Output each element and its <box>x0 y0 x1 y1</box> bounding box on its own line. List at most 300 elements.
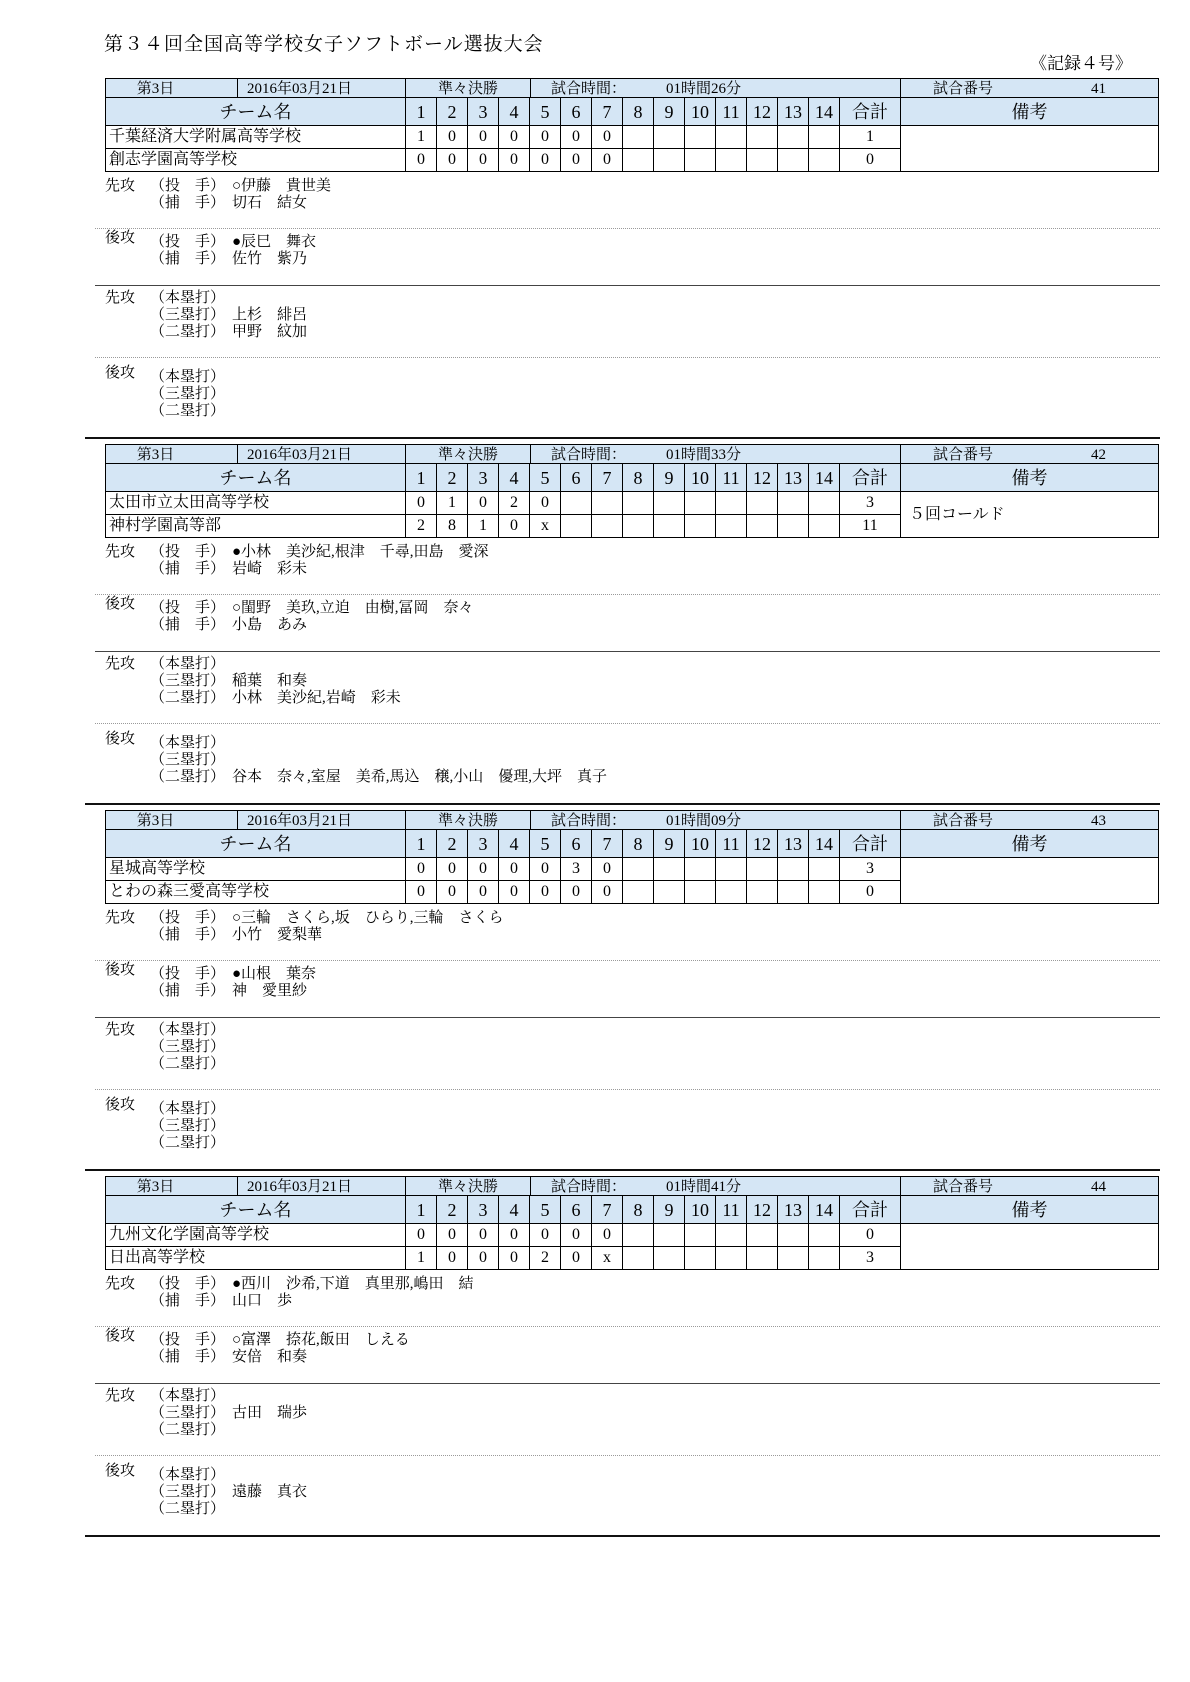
inning-header: 10 <box>685 98 716 126</box>
game-header-row <box>106 79 1159 99</box>
pitcher-label: （投 手） <box>150 234 226 250</box>
inning-score: 0 <box>561 1247 592 1270</box>
game-number-value: 44 <box>1091 1178 1106 1195</box>
away-pitcher-line <box>105 543 489 561</box>
inning-score: 0 <box>499 515 530 538</box>
inning-score: 2 <box>406 515 437 538</box>
total-score: 3 <box>840 858 901 881</box>
game-record <box>85 78 1160 444</box>
inning-header: 4 <box>499 1196 530 1224</box>
inning-header: 11 <box>716 830 747 858</box>
away-home-run-line <box>105 289 232 307</box>
scoreboard-header-row <box>106 464 1159 492</box>
game-end-divider <box>85 1169 1160 1171</box>
game-round: 準々決勝 <box>406 445 531 465</box>
inning-score <box>685 149 716 172</box>
pitcher-label: （投 手） <box>150 910 226 926</box>
home-run-label: （本塁打） <box>150 290 226 306</box>
inning-score <box>778 1247 809 1270</box>
home-run-label: （本塁打） <box>150 1022 226 1038</box>
inning-score <box>623 881 654 904</box>
home-triple-line <box>105 1483 307 1501</box>
inning-score: 0 <box>561 126 592 149</box>
inning-header: 2 <box>437 464 468 492</box>
game-number-cell <box>901 811 1159 831</box>
inning-header: 4 <box>499 830 530 858</box>
inning-score <box>716 492 747 515</box>
catcher-label: （捕 手） <box>150 195 226 211</box>
game-time-cell <box>531 1177 901 1197</box>
inning-header: 10 <box>685 830 716 858</box>
away-triple-line <box>105 1404 307 1422</box>
game-header-row <box>106 1177 1159 1197</box>
team-name: 星城高等学校 <box>106 858 406 881</box>
home-home-run-line <box>105 731 232 752</box>
away-home-run-line <box>105 1021 232 1039</box>
away-double-line <box>105 1421 232 1439</box>
pitcher-label: （投 手） <box>150 1332 226 1348</box>
inning-score: 0 <box>592 858 623 881</box>
inning-score: 0 <box>530 149 561 172</box>
game-time-value: 01時間33分 <box>666 446 742 463</box>
home-home-run-line <box>105 1463 232 1484</box>
inning-header: 13 <box>778 1196 809 1224</box>
away-catchers: 山口 歩 <box>232 1293 293 1309</box>
home-double-line <box>105 768 607 786</box>
away-label: 先攻 <box>105 178 136 194</box>
inning-score: 2 <box>530 1247 561 1270</box>
game-header-row <box>106 811 1159 831</box>
inning-score: 0 <box>468 1224 499 1247</box>
scoreboard <box>105 829 1159 904</box>
game-number-label: 試合番号 <box>933 80 994 97</box>
triple-label: （三塁打） <box>150 1405 226 1421</box>
away-label: 先攻 <box>105 1388 136 1404</box>
home-run-label: （本塁打） <box>150 1467 226 1483</box>
home-catchers: 神 愛里紗 <box>232 983 308 999</box>
double-label: （二塁打） <box>150 690 226 706</box>
inning-score: x <box>530 515 561 538</box>
inning-header: 10 <box>685 1196 716 1224</box>
home-double-line <box>105 402 232 420</box>
inning-score <box>685 881 716 904</box>
home-home-run-line <box>105 365 232 386</box>
dotted-divider <box>95 960 1160 961</box>
away-team-row <box>106 492 1159 515</box>
inning-score <box>809 126 840 149</box>
total-header: 合計 <box>840 1196 901 1224</box>
team-name: 太田市立太田高等学校 <box>106 492 406 515</box>
inning-score: 0 <box>530 126 561 149</box>
inning-score: 0 <box>437 149 468 172</box>
inning-score: 0 <box>437 126 468 149</box>
remarks-cell: ５回コールド <box>901 492 1159 538</box>
game-number-label: 試合番号 <box>933 1178 994 1195</box>
home-catcher-line <box>105 982 307 1000</box>
remarks-header: 備考 <box>901 98 1159 126</box>
game-time-value: 01時間26分 <box>666 80 742 97</box>
total-score: 0 <box>840 149 901 172</box>
away-pitcher-line <box>105 909 504 927</box>
game-day: 第3日 <box>106 811 238 831</box>
total-score: 3 <box>840 492 901 515</box>
home-catcher-line <box>105 250 307 268</box>
away-label: 先攻 <box>105 656 136 672</box>
away-catchers: 切石 結女 <box>232 195 308 211</box>
inning-score <box>561 515 592 538</box>
inning-score <box>685 515 716 538</box>
total-header: 合計 <box>840 464 901 492</box>
triple-label: （三塁打） <box>150 1039 226 1055</box>
team-name: 九州文化学園高等学校 <box>106 1224 406 1247</box>
home-label: 後攻 <box>105 596 136 612</box>
double-label: （二塁打） <box>150 403 226 419</box>
inning-score: 0 <box>499 881 530 904</box>
inning-header: 1 <box>406 830 437 858</box>
away-team-row <box>106 858 1159 881</box>
inning-score <box>778 858 809 881</box>
inning-score: 0 <box>437 881 468 904</box>
game-number-wrap <box>901 812 1158 830</box>
inning-score: 0 <box>499 858 530 881</box>
away-triples: 上杉 緋呂 <box>232 307 308 323</box>
inning-score <box>561 492 592 515</box>
game-header <box>105 78 1159 99</box>
home-label: 後攻 <box>105 1463 136 1479</box>
inning-header: 9 <box>654 98 685 126</box>
inning-header: 7 <box>592 1196 623 1224</box>
inning-header: 7 <box>592 464 623 492</box>
inning-score: 0 <box>499 149 530 172</box>
dotted-divider <box>95 723 1160 724</box>
inning-score <box>654 1247 685 1270</box>
inning-score: 1 <box>468 515 499 538</box>
inning-score <box>654 492 685 515</box>
home-label: 後攻 <box>105 1097 136 1113</box>
away-double-line <box>105 323 307 341</box>
home-run-label: （本塁打） <box>150 369 226 385</box>
game-time-label: 試合時間： <box>551 446 627 463</box>
inning-score <box>654 858 685 881</box>
inning-score <box>778 149 809 172</box>
inning-score <box>685 126 716 149</box>
catcher-label: （捕 手） <box>150 617 226 633</box>
triple-label: （三塁打） <box>150 386 226 402</box>
dotted-divider <box>95 1455 1160 1456</box>
inning-score: 0 <box>499 1224 530 1247</box>
inning-score: 0 <box>561 881 592 904</box>
section-divider <box>95 651 1160 652</box>
catcher-label: （捕 手） <box>150 1349 226 1365</box>
inning-score <box>623 149 654 172</box>
away-pitcher-line <box>105 1275 474 1293</box>
catcher-label: （捕 手） <box>150 251 226 267</box>
home-triple-line <box>105 1117 232 1135</box>
team-name-header: チーム名 <box>106 830 406 858</box>
inning-score <box>623 126 654 149</box>
inning-header: 13 <box>778 830 809 858</box>
inning-header: 2 <box>437 1196 468 1224</box>
inning-score: 0 <box>437 1247 468 1270</box>
inning-score <box>623 515 654 538</box>
game-time-value: 01時間09分 <box>666 812 742 829</box>
away-catcher-line <box>105 1292 292 1310</box>
away-pitcher-line <box>105 177 331 195</box>
game-time-label: 試合時間： <box>551 812 627 829</box>
inning-score: 0 <box>530 858 561 881</box>
inning-score <box>716 149 747 172</box>
game-date: 2016年03月21日 <box>238 811 406 831</box>
dotted-divider <box>95 594 1160 595</box>
away-catcher-line <box>105 194 307 212</box>
inning-header: 7 <box>592 830 623 858</box>
inning-header: 5 <box>530 98 561 126</box>
game-number-value: 41 <box>1091 80 1106 97</box>
inning-header: 3 <box>468 830 499 858</box>
team-name: 創志学園高等学校 <box>106 149 406 172</box>
away-double-line <box>105 1055 232 1073</box>
away-label: 先攻 <box>105 1276 136 1292</box>
total-header: 合計 <box>840 98 901 126</box>
inning-score <box>685 1247 716 1270</box>
game-header <box>105 810 1159 831</box>
inning-header: 14 <box>809 98 840 126</box>
total-score: 1 <box>840 126 901 149</box>
away-triple-line <box>105 672 307 690</box>
inning-header: 14 <box>809 464 840 492</box>
inning-header: 14 <box>809 830 840 858</box>
home-label: 後攻 <box>105 230 136 246</box>
inning-score: x <box>592 1247 623 1270</box>
scoreboard <box>105 97 1159 172</box>
game-number-cell <box>901 1177 1159 1197</box>
home-pitchers: ○閨野 美玖,立迫 由樹,冨岡 奈々 <box>232 600 474 616</box>
inning-score <box>716 126 747 149</box>
inning-score <box>623 858 654 881</box>
inning-score <box>685 492 716 515</box>
inning-score: 0 <box>468 149 499 172</box>
team-name: 神村学園高等部 <box>106 515 406 538</box>
pitcher-label: （投 手） <box>150 544 226 560</box>
inning-header: 1 <box>406 464 437 492</box>
catcher-label: （捕 手） <box>150 983 226 999</box>
inning-score <box>809 881 840 904</box>
team-name-header: チーム名 <box>106 98 406 126</box>
game-end-divider <box>85 1535 1160 1537</box>
total-score: 3 <box>840 1247 901 1270</box>
inning-score: 0 <box>406 492 437 515</box>
inning-score <box>685 1224 716 1247</box>
game-date: 2016年03月21日 <box>238 79 406 99</box>
home-label: 後攻 <box>105 1328 136 1344</box>
inning-header: 11 <box>716 98 747 126</box>
inning-score <box>809 1224 840 1247</box>
game-time-label: 試合時間： <box>551 80 627 97</box>
inning-score <box>716 1224 747 1247</box>
game-number-value: 42 <box>1091 446 1106 463</box>
away-triples: 古田 瑞歩 <box>232 1405 308 1421</box>
home-label: 後攻 <box>105 962 136 978</box>
pitcher-label: （投 手） <box>150 178 226 194</box>
inning-header: 4 <box>499 98 530 126</box>
game-record <box>85 1176 1160 1542</box>
section-divider <box>95 285 1160 286</box>
inning-header: 5 <box>530 1196 561 1224</box>
inning-score <box>592 515 623 538</box>
inning-score <box>654 1224 685 1247</box>
inning-score <box>747 881 778 904</box>
game-round: 準々決勝 <box>406 1177 531 1197</box>
away-triple-line <box>105 306 307 324</box>
game-number-value: 43 <box>1091 812 1106 829</box>
game-day: 第3日 <box>106 445 238 465</box>
inning-header: 8 <box>623 464 654 492</box>
away-triple-line <box>105 1038 232 1056</box>
inning-score: 0 <box>561 149 592 172</box>
dotted-divider <box>95 228 1160 229</box>
dotted-divider <box>95 357 1160 358</box>
game-end-divider <box>85 437 1160 439</box>
document-title: 第３４回全国高等学校女子ソフトボール選抜大会 <box>104 34 544 55</box>
away-pitchers: ●小林 美沙紀,根津 千尋,田島 愛深 <box>232 544 489 560</box>
inning-score: 0 <box>437 1224 468 1247</box>
inning-header: 4 <box>499 464 530 492</box>
inning-score: 0 <box>468 492 499 515</box>
home-triple-line <box>105 751 232 769</box>
away-label: 先攻 <box>105 910 136 926</box>
inning-score: 1 <box>406 126 437 149</box>
game-time-label: 試合時間： <box>551 1178 627 1195</box>
double-label: （二塁打） <box>150 769 226 785</box>
pitcher-label: （投 手） <box>150 966 226 982</box>
home-catchers: 佐竹 紫乃 <box>232 251 308 267</box>
home-pitcher-line <box>105 596 474 617</box>
away-label: 先攻 <box>105 290 136 306</box>
inning-score <box>778 1224 809 1247</box>
inning-header: 6 <box>561 830 592 858</box>
away-catchers: 岩崎 彩未 <box>232 561 308 577</box>
inning-score <box>747 858 778 881</box>
away-catcher-line <box>105 926 322 944</box>
dotted-divider <box>95 1089 1160 1090</box>
home-label: 後攻 <box>105 365 136 381</box>
inning-score <box>654 881 685 904</box>
inning-score: 0 <box>499 126 530 149</box>
inning-header: 10 <box>685 464 716 492</box>
inning-header: 14 <box>809 1196 840 1224</box>
double-label: （二塁打） <box>150 1056 226 1072</box>
game-number-label: 試合番号 <box>933 446 994 463</box>
home-double-line <box>105 1134 232 1152</box>
inning-header: 7 <box>592 98 623 126</box>
game-header-row <box>106 445 1159 465</box>
inning-score <box>809 1247 840 1270</box>
scoreboard <box>105 463 1159 538</box>
remarks-header: 備考 <box>901 1196 1159 1224</box>
total-score: 0 <box>840 1224 901 1247</box>
game-end-divider <box>85 803 1160 805</box>
inning-score <box>747 492 778 515</box>
inning-score: 0 <box>406 1224 437 1247</box>
game-number-wrap <box>901 80 1158 98</box>
remarks-header: 備考 <box>901 464 1159 492</box>
inning-score: 0 <box>406 858 437 881</box>
inning-score: 0 <box>592 1224 623 1247</box>
away-triples: 稲葉 和奏 <box>232 673 308 689</box>
remarks-cell <box>901 126 1159 172</box>
inning-header: 1 <box>406 1196 437 1224</box>
triple-label: （三塁打） <box>150 307 226 323</box>
inning-header: 9 <box>654 830 685 858</box>
section-divider <box>95 1017 1160 1018</box>
inning-header: 3 <box>468 1196 499 1224</box>
inning-score <box>623 1247 654 1270</box>
game-record <box>85 444 1160 810</box>
inning-header: 13 <box>778 98 809 126</box>
home-catchers: 小島 あみ <box>232 617 308 633</box>
inning-score <box>809 858 840 881</box>
game-time-value: 01時間41分 <box>666 1178 742 1195</box>
inning-header: 5 <box>530 830 561 858</box>
inning-header: 9 <box>654 464 685 492</box>
away-pitchers: ●西川 沙希,下道 真里那,嶋田 結 <box>232 1276 474 1292</box>
away-doubles: 小林 美沙紀,岩崎 彩未 <box>232 690 401 706</box>
record-number-label: 《記録４号》 <box>1030 54 1132 73</box>
remarks-cell <box>901 1224 1159 1270</box>
inning-header: 13 <box>778 464 809 492</box>
dotted-divider <box>95 1326 1160 1327</box>
inning-header: 11 <box>716 464 747 492</box>
inning-score: 1 <box>437 492 468 515</box>
inning-score <box>809 149 840 172</box>
inning-header: 12 <box>747 830 778 858</box>
team-name: とわの森三愛高等学校 <box>106 881 406 904</box>
inning-score <box>809 515 840 538</box>
double-label: （二塁打） <box>150 1422 226 1438</box>
double-label: （二塁打） <box>150 324 226 340</box>
inning-score: 8 <box>437 515 468 538</box>
game-number-wrap <box>901 1178 1158 1196</box>
inning-header: 12 <box>747 98 778 126</box>
inning-header: 3 <box>468 464 499 492</box>
inning-header: 2 <box>437 98 468 126</box>
game-time-cell <box>531 811 901 831</box>
home-triple-line <box>105 385 232 403</box>
home-run-label: （本塁打） <box>150 1388 226 1404</box>
team-name: 千葉経済大学附属高等学校 <box>106 126 406 149</box>
pitcher-label: （投 手） <box>150 600 226 616</box>
game-round: 準々決勝 <box>406 79 531 99</box>
inning-header: 11 <box>716 1196 747 1224</box>
away-label: 先攻 <box>105 544 136 560</box>
inning-score <box>747 126 778 149</box>
inning-score <box>654 515 685 538</box>
inning-score: 0 <box>592 149 623 172</box>
inning-score <box>716 881 747 904</box>
inning-score <box>747 149 778 172</box>
away-pitchers: ○伊藤 貴世美 <box>232 178 332 194</box>
away-label: 先攻 <box>105 1022 136 1038</box>
home-doubles: 谷本 奈々,室屋 美希,馬込 穣,小山 優理,大坪 真子 <box>232 769 608 785</box>
inning-header: 12 <box>747 464 778 492</box>
home-triples: 遠藤 真衣 <box>232 1484 308 1500</box>
inning-score: 0 <box>561 1224 592 1247</box>
inning-header: 1 <box>406 98 437 126</box>
triple-label: （三塁打） <box>150 673 226 689</box>
game-number-cell <box>901 79 1159 99</box>
inning-header: 8 <box>623 98 654 126</box>
inning-score: 3 <box>561 858 592 881</box>
